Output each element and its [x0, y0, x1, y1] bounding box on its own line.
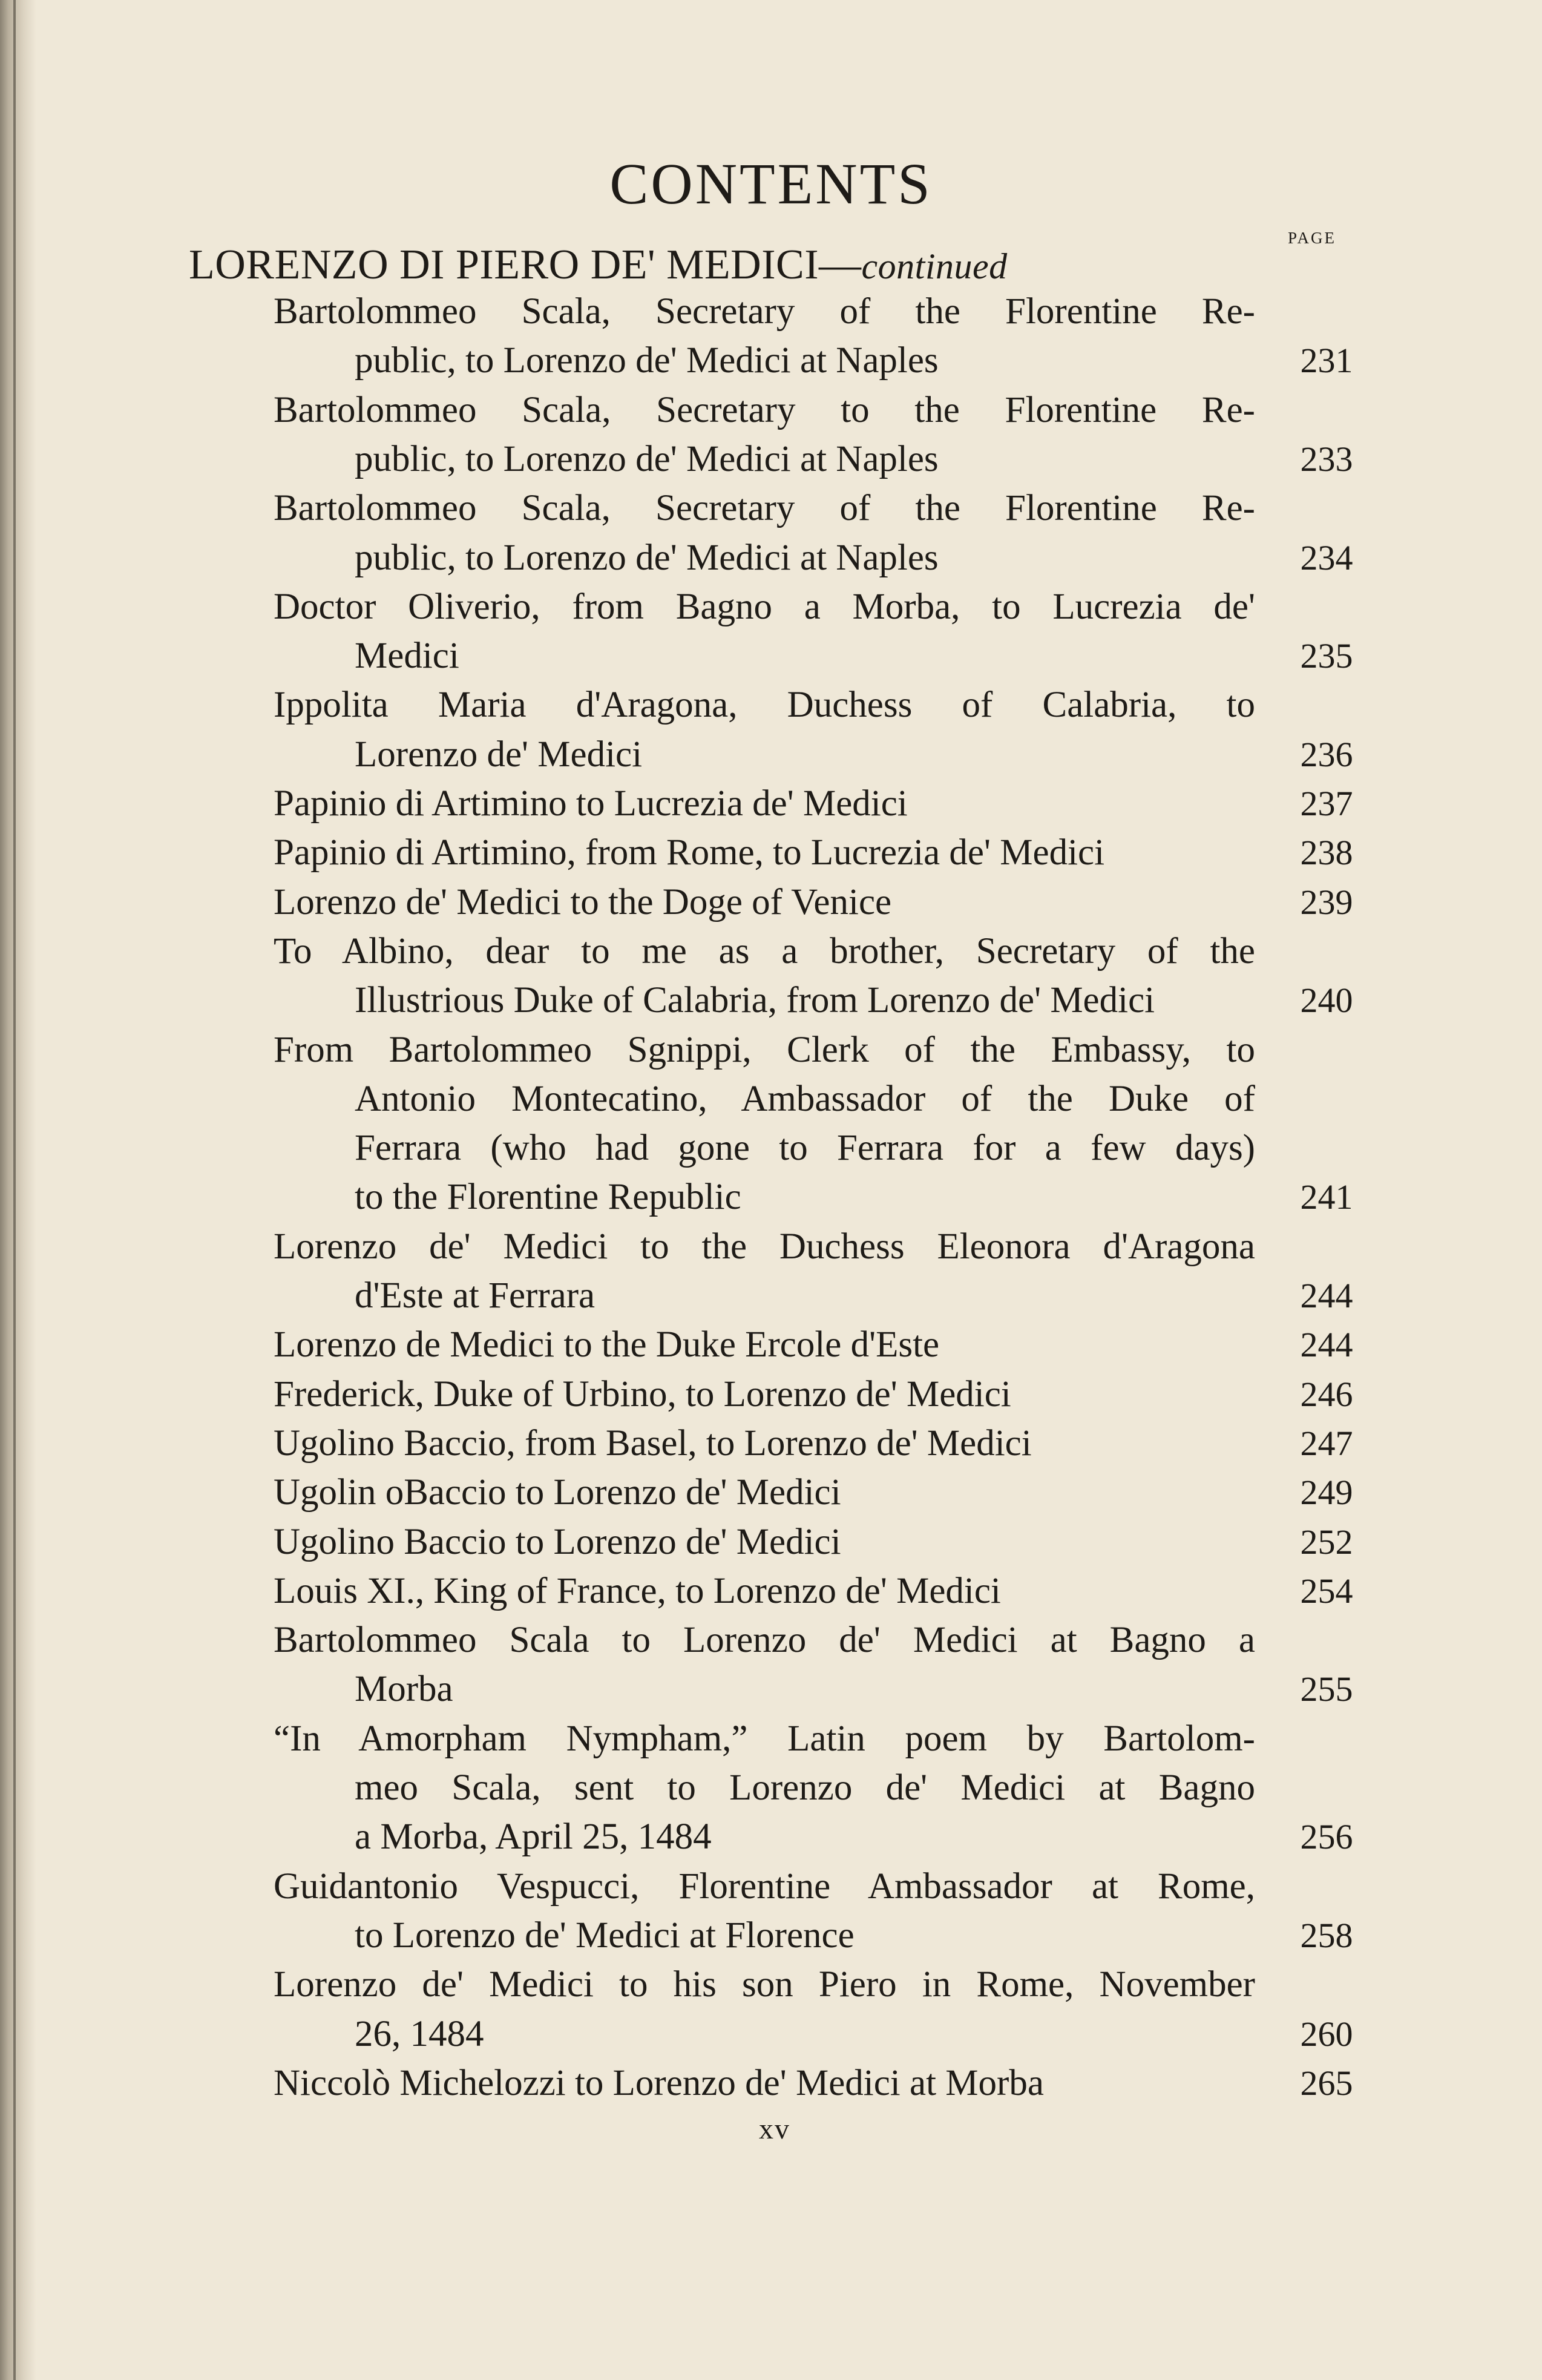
toc-entry-line: Ferrara (who had gone to Ferrara for a few days)	[355, 1128, 1255, 1169]
toc-entry-line: Lorenzo de' Medici	[355, 734, 643, 775]
toc-entry-line: Illustrious Duke of Calabria, from Lorenzo de' Medici	[355, 980, 1155, 1021]
toc-entry-line: Papinio di Artimino, from Rome, to Lucrezia de' Medici	[274, 832, 1105, 873]
toc-entry-line: Doctor Oliverio, from Bagno a Morba, to Lucrezia de'	[274, 586, 1255, 627]
toc-entry-line: public, to Lorenzo de' Medici at Naples	[355, 340, 939, 381]
toc-entry-line: Bartolommeo Scala, Secretary to the Florentine Re-	[274, 389, 1255, 430]
section-heading	[189, 241, 1008, 289]
toc-page-number: 238	[1300, 833, 1353, 873]
page-folio: xv	[759, 2113, 790, 2145]
toc-entry-line: Medici	[355, 636, 459, 677]
toc-entry-line: a Morba, April 25, 1484	[355, 1816, 712, 1858]
toc-entry-line: Ippolita Maria d'Aragona, Duchess of Calabria, to	[274, 685, 1255, 726]
toc-page-number: 240	[1300, 981, 1353, 1021]
toc-page-number: 247	[1300, 1423, 1353, 1463]
toc-entry-line: Louis XI., King of France, to Lorenzo de' Medici	[274, 1570, 1001, 1611]
toc-entry-line: Bartolommeo Scala, Secretary of the Florentine Re-	[274, 291, 1255, 332]
toc-page-number: 255	[1300, 1669, 1353, 1709]
toc-entry-line: Guidantonio Vespucci, Florentine Ambassador at Rome,	[274, 1866, 1255, 1907]
toc-entry-line: Morba	[355, 1669, 453, 1710]
toc-entry-line: Antonio Montecatino, Ambassador of the Duke of	[355, 1078, 1255, 1119]
toc-page-number: 241	[1300, 1177, 1353, 1217]
toc-page-number: 249	[1300, 1473, 1353, 1513]
toc-page-number: 231	[1300, 341, 1353, 381]
toc-page-number: 233	[1300, 439, 1353, 479]
toc-page-number: 254	[1300, 1571, 1353, 1611]
toc-entry-line: public, to Lorenzo de' Medici at Naples	[355, 438, 939, 479]
toc-entry-line: Ugolino Baccio to Lorenzo de' Medici	[274, 1521, 841, 1562]
toc-entry-line: meo Scala, sent to Lorenzo de' Medici at Bagno	[355, 1767, 1255, 1808]
toc-entry-line: Lorenzo de' Medici to his son Piero in Rome, November	[274, 1964, 1255, 2005]
toc-entry-line: Lorenzo de' Medici to the Duchess Eleonora d'Aragona	[274, 1226, 1255, 1267]
toc-entry-line: Bartolommeo Scala, Secretary of the Florentine Re-	[274, 488, 1255, 529]
binding-shadow	[13, 0, 16, 2380]
toc-entry-line: Ugolino Baccio, from Basel, to Lorenzo de' Medici	[274, 1422, 1032, 1464]
page-edge	[0, 0, 36, 2380]
toc-entry-line: To Albino, dear to me as a brother, Secretary of the	[274, 930, 1255, 971]
toc-page-number: 234	[1300, 537, 1353, 577]
toc-entry-line: Niccolò Michelozzi to Lorenzo de' Medici at Morba	[274, 2062, 1044, 2103]
toc-entry-line: Ugolin oBaccio to Lorenzo de' Medici	[274, 1472, 841, 1513]
toc-page-number: 236	[1300, 734, 1353, 774]
toc-page-number: 256	[1300, 1817, 1353, 1857]
toc-page-number: 265	[1300, 2063, 1353, 2103]
toc-entry-line: Lorenzo de Medici to the Duke Ercole d'Este	[274, 1324, 940, 1366]
toc-page-number: 244	[1300, 1325, 1353, 1365]
toc-entry-line: Bartolommeo Scala to Lorenzo de' Medici at Bagno a	[274, 1620, 1255, 1661]
page-title: CONTENTS	[609, 151, 933, 216]
page-column-label: PAGE	[1287, 229, 1337, 247]
toc-entry-line: to the Florentine Republic	[355, 1177, 741, 1218]
toc-page-number: 235	[1300, 636, 1353, 676]
toc-entry-line: From Bartolommeo Sgnippi, Clerk of the Embassy, to	[274, 1029, 1255, 1070]
toc-entry-line: Frederick, Duke of Urbino, to Lorenzo de' Medici	[274, 1373, 1011, 1415]
toc-page-number: 252	[1300, 1522, 1353, 1562]
toc-entry-line: 26, 1484	[355, 2013, 484, 2054]
toc-page-number: 258	[1300, 1915, 1353, 1955]
toc-entry-line: d'Este at Ferrara	[355, 1275, 595, 1316]
toc-entry-line: Lorenzo de' Medici to the Doge of Venice	[274, 881, 892, 922]
toc-page-number: 246	[1300, 1374, 1353, 1414]
toc-entry-line: Papinio di Artimino to Lucrezia de' Medici	[274, 783, 908, 824]
toc-page-number: 260	[1300, 2014, 1353, 2054]
toc-page-number: 244	[1300, 1276, 1353, 1315]
section-continued: continued	[861, 246, 1008, 286]
section-name: LORENZO DI PIERO DE' MEDICI—	[189, 242, 862, 288]
toc-entry-line: “In Amorpham Nympham,” Latin poem by Bartolom-	[274, 1718, 1255, 1759]
toc-page-number: 239	[1300, 882, 1353, 922]
toc-entry-line: public, to Lorenzo de' Medici at Naples	[355, 537, 939, 578]
toc-page-number: 237	[1300, 784, 1353, 823]
toc-entry-line: to Lorenzo de' Medici at Florence	[355, 1915, 855, 1956]
